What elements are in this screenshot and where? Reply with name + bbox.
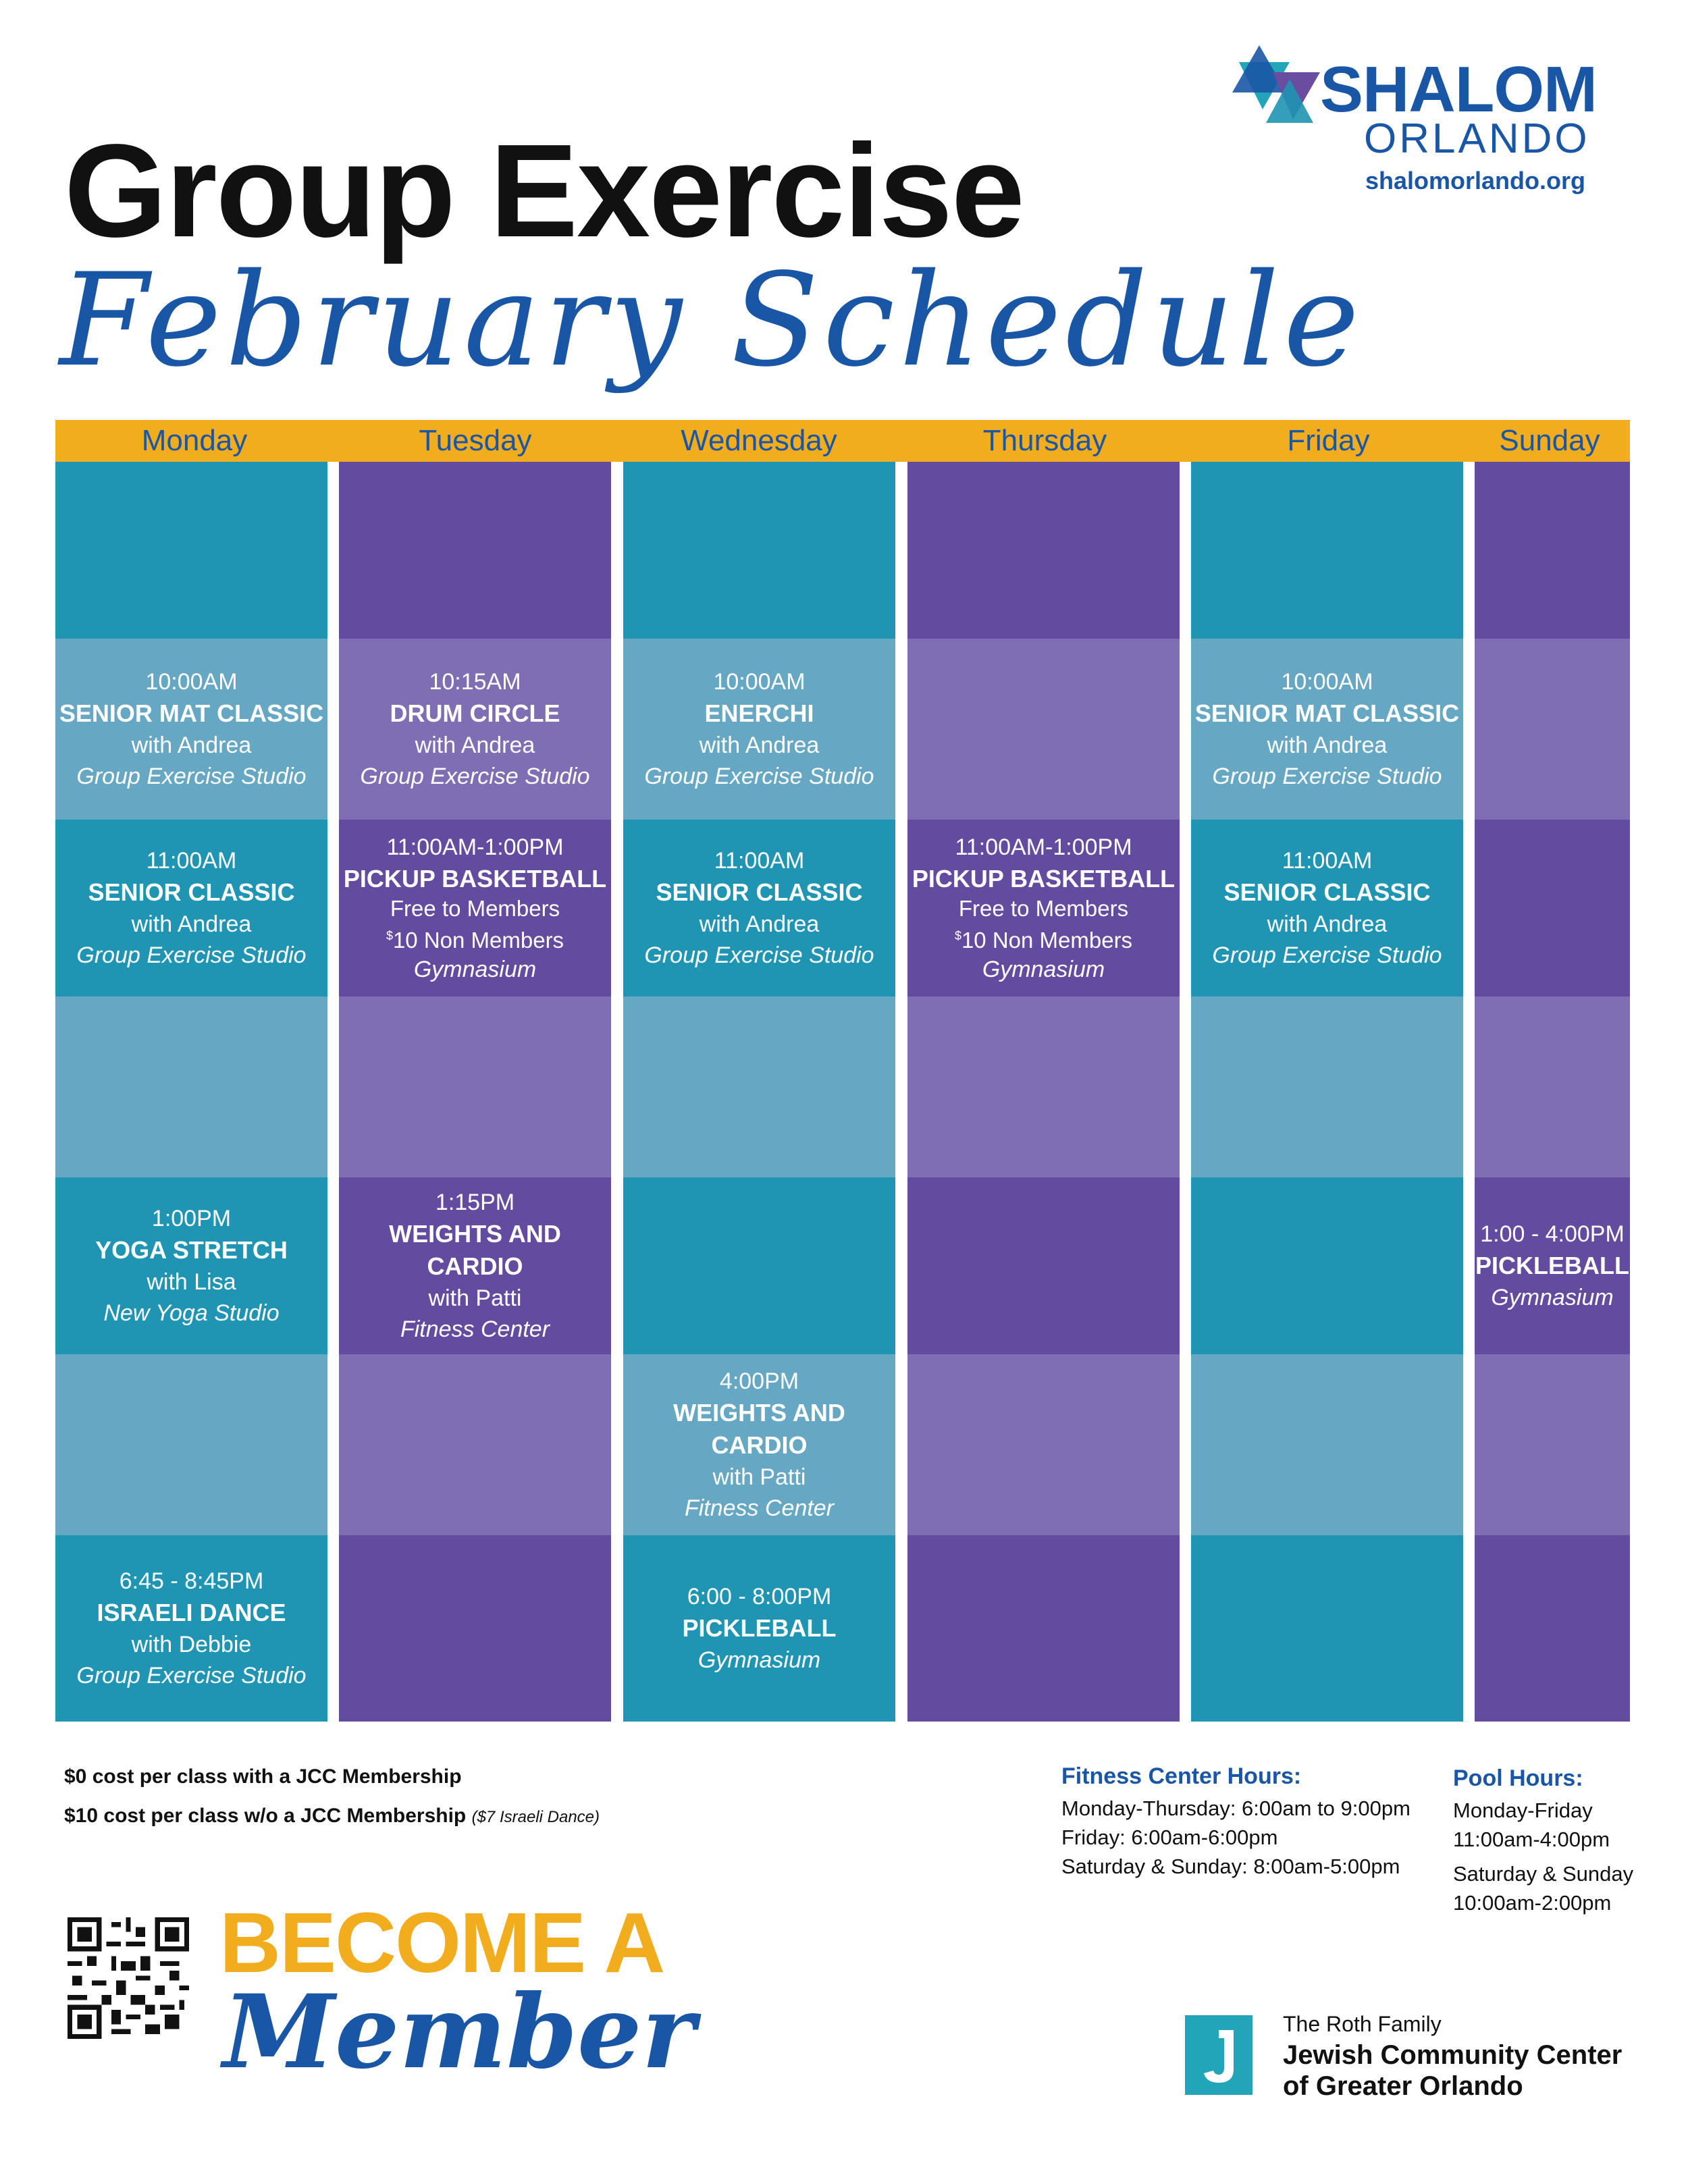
jcc-name-line: The Roth Family: [1283, 2012, 1442, 2036]
class-time: 1:00 - 4:00PM: [1480, 1221, 1625, 1247]
time-band: [623, 996, 895, 1177]
class-cell: [339, 639, 611, 820]
class-time: 10:00AM: [713, 669, 806, 695]
class-location: Fitness Center: [400, 1316, 550, 1342]
israeli-dance-note: ($7 Israeli Dance): [471, 1808, 600, 1826]
class-name: PICKLEBALL: [682, 1614, 837, 1642]
class-time: 11:00AM-1:00PM: [386, 834, 564, 860]
class-name: SENIOR CLASSIC: [88, 878, 295, 906]
fitness-hours-title: Fitness Center Hours:: [1061, 1763, 1302, 1789]
time-band: [339, 1535, 611, 1722]
class-name: SENIOR MAT CLASSIC: [1194, 699, 1460, 727]
jcc-name-line: of Greater Orlando: [1283, 2071, 1523, 2101]
class-instructor: with Debbie: [131, 1632, 252, 1657]
dollar-sign: $: [386, 928, 393, 942]
class-instructor: with Andrea: [131, 911, 252, 937]
class-instructor: with Patti: [712, 1464, 806, 1490]
class-cell: [339, 1177, 611, 1354]
pool-hours-line: Saturday & Sunday: [1453, 1862, 1634, 1886]
member-script-heading: Member: [223, 1973, 695, 2092]
time-band: [1191, 1354, 1463, 1535]
class-cell: [339, 820, 611, 996]
class-location: Gymnasium: [413, 956, 537, 982]
class-location: Group Exercise Studio: [644, 764, 874, 789]
day-label-friday: Friday: [1287, 424, 1370, 457]
class-location: Fitness Center: [684, 1495, 835, 1521]
class-price-members: Free to Members: [390, 895, 560, 921]
class-cell: [623, 639, 895, 820]
class-name: DRUM CIRCLE: [390, 699, 560, 727]
time-band: [1475, 462, 1630, 639]
time-band: [907, 996, 1180, 1177]
class-location: Gymnasium: [1491, 1285, 1614, 1310]
class-location: Group Exercise Studio: [1212, 942, 1442, 968]
price-text: 10 Non Members: [392, 927, 564, 953]
class-instructor: with Andrea: [1267, 911, 1388, 937]
class-location: Gymnasium: [982, 956, 1105, 982]
time-band: [623, 1177, 895, 1354]
class-time: 11:00AM: [146, 848, 237, 874]
class-price-members: Free to Members: [958, 895, 1129, 921]
day-label-thursday: Thursday: [982, 424, 1107, 457]
class-time: 10:00AM: [145, 669, 238, 695]
day-label-tuesday: Tuesday: [419, 424, 532, 457]
time-band: [339, 1354, 611, 1535]
class-cell: [55, 1535, 327, 1722]
class-instructor: with Andrea: [699, 911, 820, 937]
class-time: 11:00AM-1:00PM: [955, 834, 1132, 860]
time-band: [1475, 639, 1630, 820]
class-instructor: with Andrea: [131, 733, 252, 758]
qr-code-icon[interactable]: [68, 1917, 189, 2039]
time-band: [907, 462, 1180, 639]
class-location: Group Exercise Studio: [76, 764, 307, 789]
schedule-column-tuesday: [339, 462, 611, 1722]
class-location: Group Exercise Studio: [76, 942, 307, 968]
class-cell: [623, 1535, 895, 1722]
time-band: [55, 996, 327, 1177]
day-label-sunday: Sunday: [1499, 424, 1600, 457]
day-label-wednesday: Wednesday: [681, 424, 837, 457]
schedule-day-header: [55, 420, 1630, 462]
jcc-logo-icon: [1185, 2015, 1252, 2095]
class-price-nonmembers: [386, 922, 564, 954]
time-band: [1475, 996, 1630, 1177]
time-band: [55, 462, 327, 639]
dollar-sign: $: [954, 928, 961, 942]
fitness-hours-line: Monday-Thursday: 6:00am to 9:00pm: [1061, 1796, 1410, 1820]
time-band: [1475, 1354, 1630, 1535]
logo-shalom-text: SHALOM: [1320, 53, 1597, 126]
logo-orlando-text: ORLANDO: [1364, 115, 1590, 162]
class-name: SENIOR CLASSIC: [1223, 878, 1431, 906]
time-band: [1191, 1177, 1463, 1354]
time-band: [907, 639, 1180, 820]
page-title: Group Exercise: [64, 117, 1024, 265]
class-cell: [1191, 639, 1463, 820]
member-cost-text: $0 cost per class with a JCC Membership: [64, 1765, 462, 1788]
class-cell: [907, 820, 1180, 996]
class-instructor: with Lisa: [147, 1269, 236, 1295]
time-band: [1475, 1535, 1630, 1722]
time-band: [1191, 1535, 1463, 1722]
class-name: ENERCHI: [704, 699, 814, 727]
class-name: SENIOR MAT CLASSIC: [59, 699, 324, 727]
class-name: YOGA STRETCH: [95, 1236, 288, 1264]
time-band: [1191, 462, 1463, 639]
class-name: WEIGHTS AND CARDIO: [389, 1220, 561, 1280]
price-text: 10 Non Members: [961, 927, 1133, 953]
class-instructor: with Andrea: [699, 733, 820, 758]
class-location: Gymnasium: [697, 1647, 821, 1673]
class-name: PICKUP BASKETBALL: [912, 864, 1176, 893]
time-band: [623, 462, 895, 639]
class-time: 11:00AM: [714, 848, 805, 874]
class-time: 10:15AM: [429, 669, 521, 695]
pool-hours-line: 11:00am-4:00pm: [1453, 1828, 1610, 1851]
class-cell: [55, 820, 327, 996]
time-band: [55, 1354, 327, 1535]
logo-url-link[interactable]: shalomorlando.org: [1365, 167, 1586, 194]
pool-hours-line: 10:00am-2:00pm: [1453, 1891, 1612, 1915]
nonmember-cost-text: [64, 1805, 600, 1828]
time-band: [339, 996, 611, 1177]
schedule-column-sunday: [1475, 462, 1630, 1722]
class-time: 11:00AM: [1282, 848, 1373, 874]
class-cell: [623, 820, 895, 996]
star-of-david-logo-icon: [1225, 42, 1327, 143]
class-cell: [1191, 820, 1463, 996]
class-cell: [1475, 1177, 1630, 1354]
fitness-hours-block: [1061, 1763, 1410, 1881]
time-band: [907, 1535, 1180, 1722]
pool-hours-title: Pool Hours:: [1453, 1765, 1583, 1791]
pool-hours-block: [1453, 1765, 1633, 1917]
fitness-hours-line: Saturday & Sunday: 8:00am-5:00pm: [1061, 1855, 1400, 1878]
schedule-column-friday: [1191, 462, 1463, 1722]
fitness-hours-line: Friday: 6:00am-6:00pm: [1061, 1826, 1278, 1849]
class-time: 1:00PM: [151, 1206, 232, 1231]
pool-hours-line: Monday-Friday: [1453, 1799, 1593, 1822]
class-location: Group Exercise Studio: [1212, 764, 1442, 789]
time-band: [1191, 996, 1463, 1177]
class-cell: [623, 1354, 895, 1535]
time-band: [907, 1177, 1180, 1354]
class-price-nonmembers: [955, 922, 1132, 954]
time-band: [1475, 820, 1630, 996]
schedule-column-monday: [55, 462, 327, 1722]
page-subtitle: February Schedule: [59, 246, 1364, 395]
jcc-name-line: Jewish Community Center: [1283, 2040, 1623, 2070]
class-location: Group Exercise Studio: [360, 764, 590, 789]
class-name: PICKLEBALL: [1475, 1252, 1629, 1279]
class-time: 6:00 - 8:00PM: [687, 1584, 832, 1609]
class-name: PICKUP BASKETBALL: [343, 864, 607, 893]
class-name: WEIGHTS AND CARDIO: [673, 1399, 845, 1459]
schedule-column-wednesday: [623, 462, 895, 1722]
nonmember-cost-main: $10 cost per class w/o a JCC Membership: [64, 1805, 467, 1827]
become-member-heading: BECOME A: [219, 1895, 664, 1990]
class-instructor: with Andrea: [415, 733, 535, 758]
class-time: 6:45 - 8:45PM: [119, 1568, 264, 1594]
class-instructor: with Andrea: [1267, 733, 1388, 758]
class-time: 10:00AM: [1281, 669, 1373, 695]
schedule-column-thursday: [907, 462, 1180, 1722]
time-band: [339, 462, 611, 639]
class-name: ISRAELI DANCE: [97, 1599, 286, 1626]
class-time: 1:15PM: [435, 1190, 515, 1215]
class-instructor: with Patti: [428, 1285, 522, 1311]
class-time: 4:00PM: [719, 1368, 799, 1394]
class-name: SENIOR CLASSIC: [656, 878, 863, 906]
time-band: [907, 1354, 1180, 1535]
class-location: New Yoga Studio: [103, 1300, 280, 1326]
class-location: Group Exercise Studio: [644, 942, 874, 968]
class-cell: [55, 639, 327, 820]
day-label-monday: Monday: [141, 424, 248, 457]
class-location: Group Exercise Studio: [76, 1663, 307, 1688]
class-cell: [55, 1177, 327, 1354]
